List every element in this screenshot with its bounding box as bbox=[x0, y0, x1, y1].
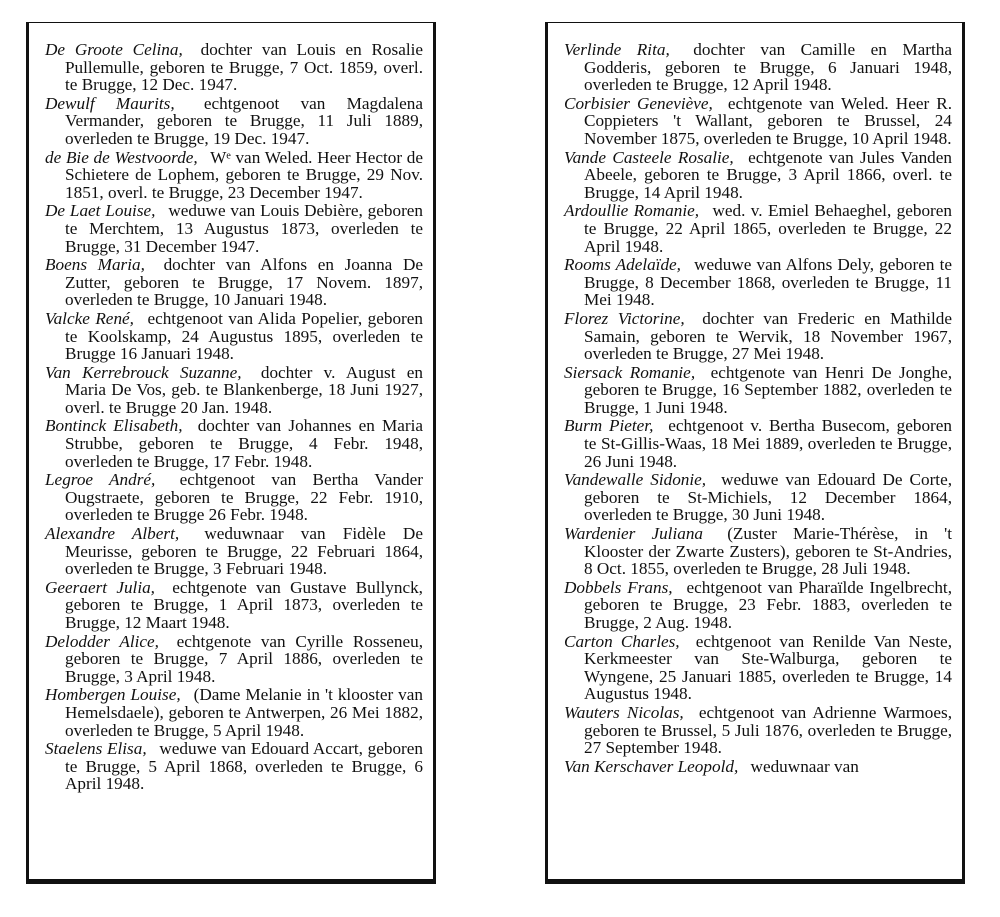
entry-details: Wᵉ van Weled. Heer Hector de Schietere de Lophem, geboren te Brugge, 29 Nov. 1851, overl. te Brugge, 23 December 1947. bbox=[65, 147, 423, 202]
entry-details: wed. v. Emiel Behaeghel, geboren te Brugge, 22 April 1865, overleden te Brugge, 22 April 1948. bbox=[584, 201, 952, 256]
entry-details: echtgenoot van Magdalena Vermander, geboren te Brugge, 11 Juli 1889, overleden te Brugge, 19 Dec. 1947. bbox=[65, 93, 423, 148]
obituary-entry bbox=[564, 471, 952, 524]
deceased-name: Geeraert Julia, bbox=[45, 577, 155, 597]
deceased-name: Florez Victorine, bbox=[564, 308, 685, 328]
obituary-entry bbox=[45, 202, 423, 255]
obituary-entry bbox=[45, 417, 423, 470]
entry-details: echtgenoot van Renilde Van Neste, Kerkmeester van Ste-Walburga, geboren te Wyngene, 25 Januari 1885, overleden te Brugge, 14 Augustus 1948. bbox=[584, 631, 952, 704]
obituary-entry bbox=[564, 525, 952, 578]
entry-details: dochter van Johannes en Maria Strubbe, geboren te Brugge, 4 Febr. 1948, overleden te Brugge, 17 Febr. 1948. bbox=[65, 416, 424, 471]
deceased-name: De Laet Louise, bbox=[45, 201, 156, 221]
deceased-name: Carton Charles, bbox=[564, 631, 680, 651]
entry-details: (Dame Melanie in 't klooster van Hemelsdaele), geboren te Antwerpen, 26 Mei 1882, overleden te Brugge, 5 April 1948. bbox=[65, 685, 423, 740]
obituary-entry bbox=[564, 758, 952, 776]
deceased-name: Vande Casteele Rosalie, bbox=[564, 147, 734, 167]
right-column bbox=[545, 22, 965, 884]
deceased-name: Boens Maria, bbox=[45, 255, 145, 275]
entry-details: echtgenote van Henri De Jonghe, geboren te Brugge, 16 September 1882, overleden te Brugge, 1 Juni 1948. bbox=[584, 362, 953, 417]
deceased-name: Van Kerrebrouck Suzanne, bbox=[45, 362, 242, 382]
obituary-entry bbox=[45, 686, 423, 739]
obituary-entry bbox=[564, 633, 952, 703]
left-column-entries bbox=[29, 23, 433, 793]
obituary-entry bbox=[564, 202, 952, 255]
deceased-name: Rooms Adelaïde, bbox=[564, 255, 681, 275]
deceased-name: Dewulf Maurits, bbox=[45, 93, 175, 113]
obituary-entry bbox=[564, 310, 952, 363]
entry-details: echtgenoot van Pharaïlde Ingelbrecht, geboren te Brugge, 23 Febr. 1883, overleden te Brugge, 2 Aug. 1948. bbox=[584, 577, 952, 632]
entry-details: echtgenote van Gustave Bullynck, geboren te Brugge, 1 April 1873, overleden te Brugge, 12 Maart 1948. bbox=[65, 577, 423, 632]
obituary-entry bbox=[45, 95, 423, 148]
deceased-name: Delodder Alice, bbox=[45, 631, 159, 651]
entry-details: weduwe van Alfons Dely, geboren te Brugge, 8 December 1868, overleden te Brugge, 11 Mei 1948. bbox=[584, 255, 952, 310]
entry-details: weduwe van Edouard De Corte, geboren te St-Michiels, 12 December 1864, overleden te Brugge, 30 Juni 1948. bbox=[584, 470, 953, 525]
entry-details: echtgenoot v. Bertha Busecom, geboren te St-Gillis-Waas, 18 Mei 1889, overleden te Brugge, 26 Juni 1948. bbox=[584, 416, 952, 471]
entry-details: dochter van Louis en Rosalie Pullemulle, geboren te Brugge, 7 Oct. 1859, overl. te Brugge, 12 Dec. 1947. bbox=[65, 40, 424, 95]
obituary-entry bbox=[45, 41, 423, 94]
entry-details: dochter van Frederic en Mathilde Samain, geboren te Wervik, 18 November 1967, overleden te Brugge, 27 Mei 1948. bbox=[584, 308, 953, 364]
obituary-entry bbox=[564, 256, 952, 309]
deceased-name: Valcke René, bbox=[45, 308, 134, 328]
deceased-name: Corbisier Geneviève, bbox=[564, 93, 713, 113]
obituary-entry bbox=[45, 149, 423, 202]
obituary-entry bbox=[45, 525, 423, 578]
deceased-name: de Bie de Westvoorde, bbox=[45, 147, 198, 167]
deceased-name: Bontinck Elisabeth, bbox=[45, 416, 183, 436]
obituary-entry bbox=[45, 633, 423, 686]
obituary-entry bbox=[564, 149, 952, 202]
deceased-name: Siersack Romanie, bbox=[564, 362, 696, 382]
obituary-entry bbox=[45, 740, 423, 793]
deceased-name: Wardenier Juliana bbox=[564, 524, 704, 544]
obituary-entry bbox=[45, 579, 423, 632]
entry-details: echtgenoot van Adrienne Warmoes, geboren te Brussel, 5 Juli 1876, overleden te Brugge, 27 September 1948. bbox=[584, 702, 952, 758]
entry-details: weduwe van Edouard Accart, geboren te Brugge, 5 April 1868, overleden te Brugge, 6 April 1948. bbox=[65, 739, 423, 794]
entry-details: echtgenoot van Bertha Vander Ougstraete, geboren te Brugge, 22 Febr. 1910, overleden te Brugge 26 Febr. 1948. bbox=[65, 470, 423, 525]
entry-details: weduwe van Louis Debière, geboren te Merchtem, 13 Augustus 1873, overleden te Brugge, 31 December 1947. bbox=[65, 201, 424, 256]
deceased-name: Staelens Elisa, bbox=[45, 739, 147, 759]
entry-details: (Zuster Marie-Thérèse, in 't Klooster der Zwarte Zusters), geboren te St-Andries, 8 Oct. 1855, overleden te Brugge, 28 Juli 1948. bbox=[584, 524, 952, 579]
obituary-entry bbox=[45, 256, 423, 309]
entry-details: dochter v. August en Maria De Vos, geb. te Blankenberge, 18 Juni 1927, overl. te Brugge 20 Jan. 1948. bbox=[65, 362, 423, 417]
deceased-name: Legroe André, bbox=[45, 470, 156, 490]
entry-details: dochter van Alfons en Joanna De Zutter, geboren te Brugge, 17 Novem. 1897, overleden te Brugge, 10 Januari 1948. bbox=[65, 255, 423, 310]
entry-details: weduwnaar van Fidèle De Meurisse, geboren te Brugge, 22 Februari 1864, overleden te Brugge, 3 Februari 1948. bbox=[65, 524, 423, 579]
obituary-entry bbox=[564, 95, 952, 148]
obituary-entry bbox=[45, 310, 423, 363]
obituary-entry bbox=[564, 579, 952, 632]
obituary-entry bbox=[564, 41, 952, 94]
left-column bbox=[26, 22, 436, 884]
entry-details: weduwnaar van bbox=[750, 756, 859, 776]
deceased-name: Wauters Nicolas, bbox=[564, 702, 684, 722]
deceased-name: Van Kerschaver Leopold, bbox=[564, 756, 739, 776]
deceased-name: Hombergen Louise, bbox=[45, 685, 181, 705]
right-column-entries bbox=[548, 23, 962, 775]
deceased-name: Verlinde Rita, bbox=[564, 40, 670, 59]
deceased-name: Dobbels Frans, bbox=[564, 577, 673, 597]
deceased-name: Vandewalle Sidonie, bbox=[564, 470, 707, 490]
entry-details: echtgenote van Weled. Heer R. Coppieters 't Wallant, geboren te Brussel, 24 November 1875, overleden te Brugge, 10 April 1948. bbox=[584, 93, 952, 148]
deceased-name: De Groote Celina, bbox=[45, 40, 183, 59]
obituary-entry bbox=[45, 471, 423, 524]
obituary-entry bbox=[45, 364, 423, 417]
entry-details: echtgenote van Cyrille Rosseneu, geboren te Brugge, 7 April 1886, overleden te Brugge, 3 April 1948. bbox=[65, 631, 424, 686]
deceased-name: Ardoullie Romanie, bbox=[564, 201, 700, 221]
obituary-entry bbox=[564, 364, 952, 417]
obituary-entry bbox=[564, 704, 952, 757]
entry-details: echtgenoot van Alida Popelier, geboren te Koolskamp, 24 Augustus 1895, overleden te Brugge 16 Januari 1948. bbox=[65, 308, 424, 364]
obituary-entry bbox=[564, 417, 952, 470]
entry-details: echtgenote van Jules Vanden Abeele, geboren te Brugge, 3 April 1866, overl. te Brugge, 14 April 1948. bbox=[584, 147, 952, 202]
deceased-name: Alexandre Albert, bbox=[45, 524, 180, 544]
deceased-name: Burm Pieter, bbox=[564, 416, 654, 436]
entry-details: dochter van Camille en Martha Godderis, geboren te Brugge, 6 Januari 1948, overleden te Brugge, 12 April 1948. bbox=[584, 40, 953, 95]
